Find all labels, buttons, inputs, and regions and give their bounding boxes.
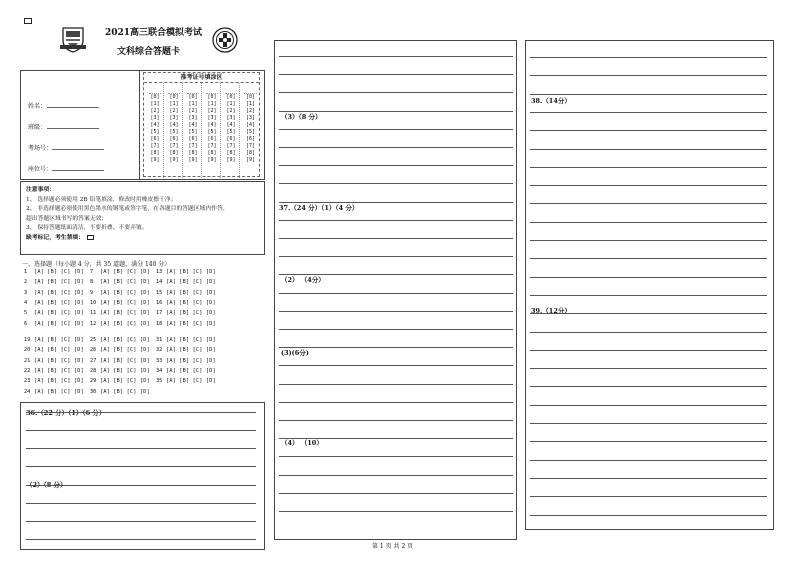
- mc-question-number: 21: [24, 357, 31, 364]
- mc-row: [24, 300, 216, 306]
- exam-digit-bubble[interactable]: [2]: [226, 108, 236, 114]
- exam-digit-bubble[interactable]: [4]: [245, 122, 256, 128]
- answer-line[interactable]: [279, 256, 513, 257]
- mc-question-number: 30: [90, 388, 97, 395]
- notice-item: 超出答题区域书写的答案无效；: [26, 215, 108, 222]
- mc-question-number: 9: [90, 289, 94, 296]
- exam-digit-bubble[interactable]: [8]: [150, 150, 160, 156]
- exam-digit-bubble[interactable]: [9]: [150, 157, 160, 163]
- answer-line[interactable]: [279, 74, 513, 75]
- mc-question-number: 2: [24, 279, 28, 286]
- mc-section-title: 一、选择题（每小题 4 分，共 35 道题，满分 140 分）: [22, 261, 171, 268]
- q36-answer-line[interactable]: [26, 503, 256, 504]
- exam-room-label: 考场号：: [28, 145, 53, 152]
- exam-digit-bubble[interactable]: [4]: [226, 122, 236, 128]
- answer-line[interactable]: [279, 165, 513, 166]
- answer-line[interactable]: [530, 441, 767, 442]
- exam-number-blank[interactable]: [168, 83, 180, 94]
- mc-question-number: 24: [24, 388, 31, 395]
- notice-item: 1、 选择题必须使用 2B 铅笔填涂，修改时用橡皮擦干净；: [26, 196, 177, 203]
- q39-label: 39.（12分）: [531, 307, 571, 315]
- mc-row: [24, 279, 216, 285]
- answer-line[interactable]: [279, 511, 513, 512]
- mc-question-number: 22: [24, 367, 31, 374]
- exam-digit-bubble[interactable]: [9]: [245, 157, 256, 163]
- answer-line[interactable]: [530, 75, 767, 76]
- exam-digit-bubble[interactable]: [4]: [207, 122, 217, 128]
- mc-question-number: 13: [156, 269, 163, 275]
- exam-digit-bubble[interactable]: [0]: [245, 94, 256, 100]
- exam-digit-bubble[interactable]: [9]: [169, 157, 179, 163]
- info-divider: [139, 70, 140, 180]
- exam-digit-bubble[interactable]: [6]: [245, 136, 256, 142]
- answer-line[interactable]: [279, 147, 513, 148]
- exam-digit-bubble[interactable]: [1]: [245, 101, 256, 107]
- absent-mark-label: 缺考标记，考生禁填：: [26, 234, 84, 241]
- exam-digit-bubble[interactable]: [5]: [188, 129, 198, 135]
- mc-row: [24, 310, 216, 316]
- mc-answer-bubbles[interactable]: [A] [B] [C] [D]: [100, 289, 150, 296]
- answer-line[interactable]: [279, 438, 513, 439]
- seat-field[interactable]: [52, 170, 104, 171]
- mc-question-number: 8: [90, 279, 94, 286]
- answer-line[interactable]: [530, 515, 767, 516]
- exam-number-column: [147, 83, 164, 178]
- mc-answer-bubbles[interactable]: [A] [B] [C] [D]: [166, 269, 216, 275]
- mc-question-number: 27: [90, 357, 97, 364]
- exam-number-column: [242, 83, 259, 178]
- mc-answer-bubbles[interactable]: [A] [B] [C] [D]: [34, 337, 84, 343]
- exam-number-column: [166, 83, 183, 178]
- mc-answer-bubbles[interactable]: [A] [B] [C] [D]: [34, 367, 84, 374]
- q36-answer-line[interactable]: [26, 466, 256, 467]
- q36-answer-box: [20, 402, 265, 550]
- exam-digit-bubble[interactable]: [0]: [169, 94, 179, 100]
- q3-label: （3）（8 分）: [281, 113, 322, 121]
- answer-line[interactable]: [530, 478, 767, 479]
- mc-question-number: 1: [24, 269, 28, 275]
- mc-question-number: 23: [24, 378, 31, 385]
- exam-digit-bubble[interactable]: [2]: [188, 108, 198, 114]
- q38-label: 38.（14分）: [531, 97, 571, 105]
- exam-digit-bubble[interactable]: [2]: [245, 108, 256, 114]
- mc-answer-bubbles[interactable]: [A] [B] [C] [D]: [34, 269, 84, 275]
- mc-answer-bubbles[interactable]: [A] [B] [C] [D]: [166, 378, 216, 385]
- mc-answer-bubbles[interactable]: [A] [B] [C] [D]: [100, 378, 150, 385]
- answer-line[interactable]: [530, 496, 767, 497]
- answer-line[interactable]: [279, 347, 513, 348]
- exam-digit-bubble[interactable]: [2]: [207, 108, 217, 114]
- exam-digit-bubble[interactable]: [4]: [150, 122, 160, 128]
- answer-line[interactable]: [279, 402, 513, 403]
- mc-answer-bubbles[interactable]: [A] [B] [C] [D]: [34, 357, 84, 364]
- school-crest-logo: [60, 25, 86, 53]
- mc-row: [24, 321, 216, 327]
- answer-line[interactable]: [279, 111, 513, 112]
- q37-part4-label: （4） （10）: [281, 439, 323, 447]
- mc-row: [24, 337, 216, 343]
- mc-question-number: 17: [156, 310, 163, 317]
- answer-line[interactable]: [530, 203, 767, 204]
- q37-part3-label: (3)(6分): [281, 349, 309, 357]
- mc-question-number: 34: [156, 367, 163, 374]
- q36-part2-label: （2）（8 分）: [26, 481, 67, 489]
- exam-digit-bubble[interactable]: [3]: [169, 115, 179, 121]
- exam-digit-bubble[interactable]: [3]: [207, 115, 217, 121]
- name-field[interactable]: [47, 107, 99, 108]
- q37-label: 37.（24 分）（1）（4 分）: [279, 204, 359, 212]
- mc-question-number: 7: [90, 269, 94, 275]
- exam-digit-bubble[interactable]: [3]: [245, 115, 256, 121]
- mc-answer-bubbles[interactable]: [A] [B] [C] [D]: [34, 378, 84, 385]
- notice-box: [20, 181, 265, 255]
- mc-answer-bubbles[interactable]: [A] [B] [C] [D]: [34, 289, 84, 296]
- mc-answer-bubbles[interactable]: [A] [B] [C] [D]: [100, 269, 150, 275]
- mc-row: [24, 269, 216, 275]
- mc-answer-bubbles[interactable]: [A] [B] [C] [D]: [34, 279, 84, 286]
- answer-line[interactable]: [279, 493, 513, 494]
- mc-question-number: 3: [24, 289, 28, 296]
- mc-answer-bubbles[interactable]: [A] [B] [C] [D]: [100, 357, 150, 364]
- mc-row: [24, 389, 216, 395]
- exam-digit-bubble[interactable]: [8]: [207, 150, 217, 156]
- answer-line[interactable]: [530, 405, 767, 406]
- q36-answer-line[interactable]: [26, 448, 256, 449]
- mc-answer-bubbles[interactable]: [A] [B] [C] [D]: [100, 347, 150, 354]
- answer-line[interactable]: [530, 149, 767, 150]
- mc-row: [24, 378, 216, 384]
- mc-question-number: 20: [24, 347, 31, 354]
- q36-label: 36.（22 分）（1）（6 分）: [26, 409, 106, 417]
- q36-answer-line[interactable]: [26, 412, 256, 413]
- exam-number-column: [204, 83, 221, 178]
- exam-digit-bubble[interactable]: [1]: [150, 101, 160, 107]
- right-answer-box: [525, 40, 774, 530]
- exam-digit-bubble[interactable]: [2]: [150, 108, 160, 114]
- answer-line[interactable]: [530, 112, 767, 113]
- corner-registration-mark: [24, 18, 32, 24]
- answer-line[interactable]: [530, 240, 767, 241]
- exam-digit-bubble[interactable]: [8]: [188, 150, 198, 156]
- mc-question-number: 5: [24, 310, 28, 317]
- mc-question-number: 31: [156, 337, 163, 343]
- answer-line[interactable]: [530, 57, 767, 58]
- answer-line[interactable]: [279, 384, 513, 385]
- answer-line[interactable]: [530, 185, 767, 186]
- mc-question-number: 25: [90, 337, 97, 343]
- exam-digit-bubble[interactable]: [7]: [207, 143, 217, 149]
- mc-answer-bubbles[interactable]: [A] [B] [C] [D]: [166, 279, 216, 286]
- answer-line[interactable]: [279, 329, 513, 330]
- q36-answer-line[interactable]: [26, 539, 256, 540]
- mc-answer-bubbles[interactable]: [A] [B] [C] [D]: [34, 347, 84, 354]
- q37-part2-label: （2） （4分）: [281, 276, 325, 284]
- answer-line[interactable]: [279, 311, 513, 312]
- absent-checkbox[interactable]: [87, 235, 94, 240]
- mc-row: [24, 290, 216, 296]
- mc-question-number: 6: [24, 320, 28, 327]
- mc-answer-bubbles[interactable]: [A] [B] [C] [D]: [34, 299, 84, 306]
- mc-answer-bubbles[interactable]: [A] [B] [C] [D]: [166, 347, 216, 354]
- mc-question-number: 35: [156, 378, 163, 385]
- answer-line[interactable]: [530, 332, 767, 333]
- mc-answer-bubbles[interactable]: [A] [B] [C] [D]: [166, 367, 216, 374]
- q36-answer-line[interactable]: [26, 430, 256, 431]
- mc-answer-bubbles[interactable]: [A] [B] [C] [D]: [100, 279, 150, 286]
- exam-digit-bubble[interactable]: [7]: [226, 143, 236, 149]
- name-label: 姓名：: [28, 103, 47, 110]
- mc-answer-bubbles[interactable]: [A] [B] [C] [D]: [166, 357, 216, 364]
- exam-digit-bubble[interactable]: [1]: [169, 101, 179, 107]
- exam-digit-bubble[interactable]: [2]: [169, 108, 179, 114]
- exam-number-title: 准考证号填涂区: [144, 73, 259, 83]
- answer-line[interactable]: [279, 183, 513, 184]
- exam-digit-bubble[interactable]: [7]: [245, 143, 256, 149]
- answer-line[interactable]: [530, 423, 767, 424]
- exam-digit-bubble[interactable]: [8]: [169, 150, 179, 156]
- mc-answer-bubbles[interactable]: [A] [B] [C] [D]: [34, 310, 84, 317]
- mc-question-number: 18: [156, 320, 163, 327]
- mc-question-number: 15: [156, 289, 163, 296]
- exam-title: 2021高三联合模拟考试: [105, 28, 203, 38]
- mc-row: [24, 358, 216, 364]
- mc-question-number: 26: [90, 347, 97, 354]
- exam-number-blank[interactable]: [225, 83, 237, 94]
- answer-line[interactable]: [530, 295, 767, 296]
- exam-digit-bubble[interactable]: [9]: [207, 157, 217, 163]
- answer-line[interactable]: [279, 202, 513, 203]
- exam-digit-bubble[interactable]: [6]: [226, 136, 236, 142]
- page-number: 第 1 页 共 2 页: [372, 543, 414, 550]
- exam-digit-bubble[interactable]: [0]: [226, 94, 236, 100]
- exam-digit-bubble[interactable]: [3]: [150, 115, 160, 121]
- exam-digit-bubble[interactable]: [1]: [188, 101, 198, 107]
- exam-number-column: [185, 83, 202, 178]
- mc-answer-bubbles[interactable]: [A] [B] [C] [D]: [34, 320, 84, 327]
- exam-digit-bubble[interactable]: [6]: [150, 136, 160, 142]
- answer-line[interactable]: [279, 420, 513, 421]
- exam-digit-bubble[interactable]: [5]: [169, 129, 179, 135]
- mc-answer-bubbles[interactable]: [A] [B] [C] [D]: [100, 299, 150, 306]
- answer-line[interactable]: [279, 274, 513, 275]
- answer-line[interactable]: [530, 94, 767, 95]
- answer-line[interactable]: [530, 167, 767, 168]
- mc-answer-bubbles[interactable]: [A] [B] [C] [D]: [34, 388, 84, 395]
- mc-question-number: 11: [90, 310, 97, 317]
- mc-answer-bubbles[interactable]: [A] [B] [C] [D]: [166, 289, 216, 296]
- seat-label: 座位号：: [28, 166, 53, 173]
- exam-digit-bubble[interactable]: [4]: [188, 122, 198, 128]
- answer-line[interactable]: [279, 456, 513, 457]
- answer-line[interactable]: [279, 56, 513, 57]
- mc-question-number: 10: [90, 299, 97, 306]
- notice-item: 2、 非选择题必须使用黑色墨水的钢笔或签字笔，在各题目的答题区域内作答，: [26, 206, 229, 212]
- exam-digit-bubble[interactable]: [5]: [150, 129, 160, 135]
- school-seal-logo: [212, 27, 238, 53]
- exam-digit-bubble[interactable]: [0]: [150, 94, 160, 100]
- exam-number-blank[interactable]: [244, 83, 257, 94]
- exam-digit-bubble[interactable]: [1]: [207, 101, 217, 107]
- exam-digit-bubble[interactable]: [8]: [226, 150, 236, 156]
- answer-line[interactable]: [279, 238, 513, 239]
- answer-line[interactable]: [530, 460, 767, 461]
- notice-title: 注意事项：: [26, 187, 55, 193]
- notice-item: 3、 保持答题纸面清洁，不要折叠、不要弄皱。: [26, 225, 148, 231]
- mc-row: [24, 347, 216, 353]
- exam-digit-bubble[interactable]: [9]: [226, 157, 236, 163]
- mc-answer-bubbles[interactable]: [A] [B] [C] [D]: [100, 337, 150, 343]
- exam-digit-bubble[interactable]: [3]: [226, 115, 236, 121]
- mc-answer-bubbles[interactable]: [A] [B] [C] [D]: [100, 310, 150, 317]
- answer-line[interactable]: [279, 129, 513, 130]
- exam-number-blank[interactable]: [187, 83, 199, 94]
- answer-line[interactable]: [530, 130, 767, 131]
- absent-mark-row: [26, 234, 259, 244]
- answer-line[interactable]: [530, 386, 767, 387]
- answer-line[interactable]: [530, 222, 767, 223]
- mc-answer-bubbles[interactable]: [A] [B] [C] [D]: [100, 320, 150, 327]
- answer-line[interactable]: [279, 92, 513, 93]
- answer-line[interactable]: [279, 365, 513, 366]
- exam-digit-bubble[interactable]: [4]: [169, 122, 179, 128]
- mc-answer-bubbles[interactable]: [A] [B] [C] [D]: [166, 310, 216, 317]
- mc-question-number: 14: [156, 279, 163, 286]
- answer-line[interactable]: [279, 220, 513, 221]
- mc-question-number: 19: [24, 337, 31, 343]
- exam-digit-bubble[interactable]: [3]: [188, 115, 198, 121]
- answer-line[interactable]: [279, 475, 513, 476]
- card-subtitle: 文科综合答题卡: [117, 47, 181, 57]
- exam-digit-bubble[interactable]: [7]: [150, 143, 160, 149]
- exam-number-grid: [143, 72, 260, 177]
- exam-digit-bubble[interactable]: [9]: [188, 157, 198, 163]
- exam-digit-bubble[interactable]: [0]: [188, 94, 198, 100]
- mc-question-number: 33: [156, 357, 163, 364]
- answer-line[interactable]: [530, 277, 767, 278]
- exam-digit-bubble[interactable]: [0]: [207, 94, 217, 100]
- answer-line[interactable]: [279, 293, 513, 294]
- mc-question-number: 29: [90, 378, 97, 385]
- exam-room-field[interactable]: [52, 149, 104, 150]
- mc-question-number: 28: [90, 367, 97, 374]
- mc-question-number: 16: [156, 299, 163, 306]
- exam-digit-bubble[interactable]: [5]: [245, 129, 256, 135]
- mc-answer-bubbles[interactable]: [A] [B] [C] [D]: [166, 320, 216, 327]
- exam-digit-bubble[interactable]: [7]: [169, 143, 179, 149]
- class-field[interactable]: [47, 128, 99, 129]
- mc-answer-bubbles[interactable]: [A] [B] [C] [D]: [166, 337, 216, 343]
- mc-answer-bubbles[interactable]: [A] [B] [C] [D]: [100, 388, 150, 395]
- mc-answer-bubbles[interactable]: [A] [B] [C] [D]: [166, 299, 216, 306]
- mc-question-number: 32: [156, 347, 163, 354]
- exam-digit-bubble[interactable]: [7]: [188, 143, 198, 149]
- q36-answer-line[interactable]: [26, 521, 256, 522]
- exam-digit-bubble[interactable]: [6]: [169, 136, 179, 142]
- exam-number-blank[interactable]: [206, 83, 218, 94]
- mc-question-number: 12: [90, 320, 97, 327]
- exam-digit-bubble[interactable]: [5]: [226, 129, 236, 135]
- q36-answer-line[interactable]: [26, 485, 256, 486]
- exam-number-column: [223, 83, 240, 178]
- answer-line[interactable]: [530, 313, 767, 314]
- exam-digit-bubble[interactable]: [5]: [207, 129, 217, 135]
- mc-question-number: 4: [24, 299, 28, 306]
- answer-line[interactable]: [530, 350, 767, 351]
- mc-answer-bubbles[interactable]: [A] [B] [C] [D]: [100, 367, 150, 374]
- exam-digit-bubble[interactable]: [1]: [226, 101, 236, 107]
- mc-row: [24, 368, 216, 374]
- exam-digit-bubble[interactable]: [6]: [207, 136, 217, 142]
- answer-line[interactable]: [530, 368, 767, 369]
- exam-number-blank[interactable]: [149, 83, 161, 94]
- class-label: 班级：: [28, 124, 47, 131]
- exam-digit-bubble[interactable]: [6]: [188, 136, 198, 142]
- answer-line[interactable]: [530, 258, 767, 259]
- exam-digit-bubble[interactable]: [8]: [245, 150, 256, 156]
